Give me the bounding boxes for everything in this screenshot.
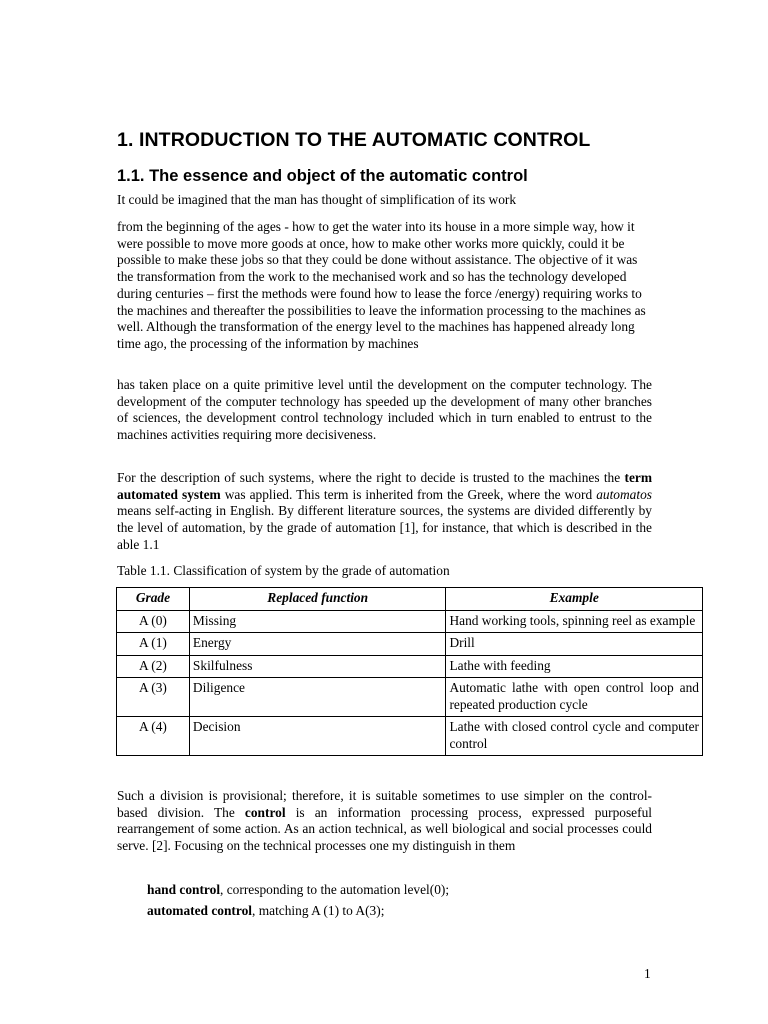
classification-table <box>116 587 703 756</box>
cell-example: Lathe with feeding <box>446 655 703 678</box>
table-row <box>117 678 703 717</box>
para4-text-2: is an information processing process, expressed purposeful rearrangement of some action. As an action technical, as well biological and social processes could serve. [2]. Focusing on the technical processes one my distinguish in them <box>117 804 652 854</box>
list-item-term: automated control <box>147 903 253 918</box>
header-grade: Grade <box>117 588 190 611</box>
para3-text-1: For the description of such systems, where the right to decide is trusted to the machines the <box>117 470 625 485</box>
cell-grade: A (1) <box>117 633 190 656</box>
cell-example: Lathe with closed control cycle and computer control <box>446 717 703 756</box>
header-replaced-function: Replaced function <box>189 588 446 611</box>
list-item-text: , matching A (1) to A(3); <box>252 903 385 918</box>
cell-function: Missing <box>189 610 446 633</box>
para4-text-1: Such a division is provisional; therefore, it is suitable sometimes to use simpler on the control-based division. The <box>117 788 652 820</box>
term-control: control <box>244 804 286 820</box>
list-item-text: , corresponding to the automation level(0); <box>220 882 450 897</box>
intro-line: It could be imagined that the man has thought of simplification of its work <box>117 192 517 207</box>
table-row <box>117 655 703 678</box>
chapter-heading: 1. INTRODUCTION TO THE AUTOMATIC CONTROL <box>117 129 591 151</box>
cell-function: Skilfulness <box>189 655 446 678</box>
list-item-term: hand control <box>147 882 221 897</box>
cell-example: Drill <box>446 633 703 656</box>
paragraph-computer-technology: has taken place on a quite primitive level until the development on the computer technology. The development of the computer technology has speeded up the development of many other branches of sciences, the development control technology included which in turn enabled to entrust to the machines activities requiring more decisiveness. <box>117 377 652 443</box>
term-automated-system: term automated system <box>117 470 652 502</box>
list-item <box>147 903 384 919</box>
cell-function: Energy <box>189 633 446 656</box>
table-header-row <box>117 588 703 611</box>
cell-grade: A (4) <box>117 717 190 756</box>
paragraph-control-definition <box>117 788 652 855</box>
term-automatos: automatos <box>596 486 652 502</box>
para3-text-2: was applied. This term is inherited from the Greek, where the word <box>220 486 597 502</box>
cell-example: Hand working tools, spinning reel as example <box>446 610 703 633</box>
paragraph-automated-system <box>117 470 652 554</box>
cell-function: Diligence <box>189 678 446 717</box>
header-example: Example <box>446 588 703 611</box>
list-item <box>147 882 449 898</box>
cell-example: Automatic lathe with open control loop and repeated production cycle <box>446 678 703 717</box>
table-row <box>117 633 703 656</box>
cell-grade: A (3) <box>117 678 190 717</box>
cell-function: Decision <box>189 717 446 756</box>
section-heading: 1.1. The essence and object of the automatic control <box>117 167 528 185</box>
table-row <box>117 717 703 756</box>
table-caption: Table 1.1. Classification of system by the grade of automation <box>117 563 450 578</box>
para3-text-3: means self-acting in English. By different literature sources, the systems are divided differently by the level of automation, by the grade of automation [1], for instance, that which is described in the able 1.1 <box>117 503 652 552</box>
cell-grade: A (0) <box>117 610 190 633</box>
table-row <box>117 610 703 633</box>
cell-grade: A (2) <box>117 655 190 678</box>
page-number: 1 <box>644 966 651 981</box>
paragraph-history: from the beginning of the ages - how to get the water into its house in a more simple way, how it were possible to move more goods at once, how to make other works more quickly, could it be possible to make these jobs so that they could be done without assistance. The objective of it was the transformation from the work to the mechanised work and so has the technology developed during centuries – first the methods were found how to lease the force /energy) requiring works to the machines and thereafter the possibilities to leave the information processing to the machines as well. Although the transformation of the energy level to the machines has happened already long time ago, the processing of the information by machines <box>117 219 646 351</box>
